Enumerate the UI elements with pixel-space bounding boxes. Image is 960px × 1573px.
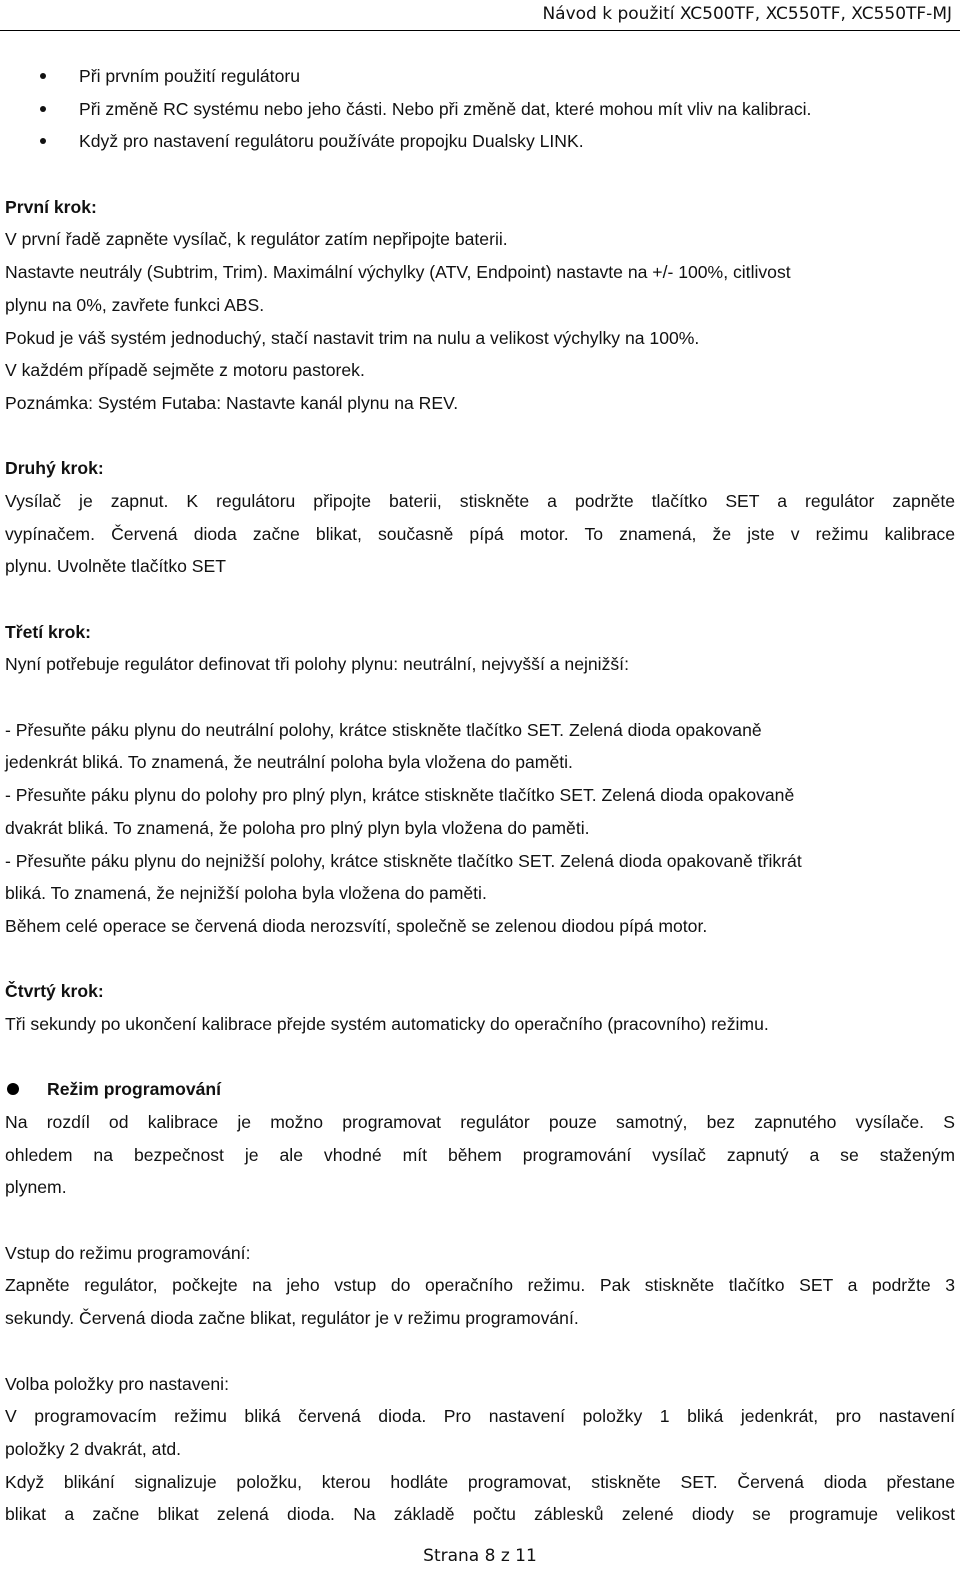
- bullet-list: [5, 60, 955, 158]
- paragraph-line: blikat a začne blikat zelená dioda. Na základě počtu záblesků zelené diody se programuje velikost: [5, 1504, 955, 1525]
- paragraph-line: Pokud je váš systém jednoduchý, stačí nastavit trim na nulu a velikost výchylky na 100%.: [5, 327, 700, 348]
- page-number: Strana 8 z 11: [423, 1546, 537, 1566]
- list-item: [5, 125, 955, 158]
- paragraph-line: Tři sekundy po ukončení kalibrace přejde systém automaticky do operačního (pracovního) režimu.: [5, 1013, 769, 1034]
- paragraph-line: bliká. To znamená, že nejnižší poloha byla vložena do paměti.: [5, 883, 487, 904]
- list-item: [5, 93, 955, 126]
- selection-heading: Volba položky pro nastaveni:: [5, 1373, 229, 1394]
- entry-heading: Vstup do režimu programování:: [5, 1242, 251, 1263]
- paragraph-line: položky 2 dvakrát, atd.: [5, 1438, 182, 1459]
- bullet-icon: [7, 1083, 19, 1095]
- paragraph-line: Když blikání signalizuje položku, kterou hodláte programovat, stiskněte SET. Červená dioda přestane: [5, 1471, 955, 1492]
- paragraph-line: V programovacím režimu bliká červená dioda. Pro nastavení položky 1 bliká jedenkrát, pro nastavení: [5, 1406, 955, 1427]
- paragraph-line: sekundy. Červená dioda začne blikat, regulátor je v režimu programování.: [5, 1308, 579, 1329]
- list-item: [5, 60, 955, 93]
- paragraph-line: Poznámka: Systém Futaba: Nastavte kanál plynu na REV.: [5, 392, 459, 413]
- bullet-icon: [40, 106, 46, 112]
- paragraph-line: - Přesuňte páku plynu do nejnižší polohy, krátce stiskněte tlačítko SET. Zelená dioda opakovaně třikrát: [5, 850, 802, 871]
- paragraph-line: plynu. Uvolněte tlačítko SET: [5, 556, 227, 577]
- step2-heading: Druhý krok:: [5, 458, 104, 479]
- programming-heading: [5, 1073, 955, 1106]
- paragraph-line: vypínačem. Červená dioda začne blikat, současně pípá motor. To znamená, že jste v režimu kalibrace: [5, 523, 955, 544]
- paragraph-line: plynem.: [5, 1177, 67, 1198]
- step4-heading: Čtvrtý krok:: [5, 981, 104, 1002]
- document-title: Návod k použití XC500TF, XC550TF, XC550TF-MJ: [542, 4, 952, 24]
- paragraph-line: Vysílač je zapnut. K regulátoru připojte baterii, stiskněte a podržte tlačítko SET a regulátor zapněte: [5, 490, 955, 511]
- paragraph-line: Na rozdíl od kalibrace je možno programovat regulátor pouze samotný, bez zapnutého vysílače. S: [5, 1112, 955, 1132]
- bullet-icon: [40, 138, 46, 144]
- paragraph-line: Během celé operace se červená dioda nerozsvítí, společně se zelenou diodou pípá motor.: [5, 915, 708, 936]
- step1-heading: První krok:: [5, 196, 97, 217]
- document-body: [5, 60, 955, 1531]
- page-header: [0, 0, 960, 31]
- list-item-text: Když pro nastavení regulátoru používáte propojku Dualsky LINK.: [79, 131, 584, 152]
- paragraph-line: Zapněte regulátor, počkejte na jeho vstup do operačního režimu. Pak stiskněte tlačítko SET a podržte 3: [5, 1275, 955, 1296]
- paragraph-line: V každém případě sejměte z motoru pastorek.: [5, 360, 365, 381]
- step3-heading: Třetí krok:: [5, 621, 92, 642]
- paragraph-line: Nastavte neutrály (Subtrim, Trim). Maximální výchylky (ATV, Endpoint) nastavte na +/- 100%, citlivost: [5, 262, 791, 283]
- paragraph-line: plynu na 0%, zavřete funkci ABS.: [5, 294, 265, 315]
- paragraph-line: V první řadě zapněte vysílač, k regulátor zatím nepřipojte baterii.: [5, 229, 508, 250]
- bullet-icon: [40, 73, 46, 79]
- paragraph-line: - Přesuňte páku plynu do polohy pro plný plyn, krátce stiskněte tlačítko SET. Zelená dioda opakovaně: [5, 785, 795, 806]
- list-item-text: Při změně RC systému nebo jeho části. Nebo při změně dat, které mohou mít vliv na kalibraci.: [79, 98, 812, 119]
- paragraph-line: Nyní potřebuje regulátor definovat tři polohy plynu: neutrální, nejvyšší a nejnižší:: [5, 654, 629, 675]
- section-title: Režim programování: [47, 1079, 222, 1100]
- paragraph-line: - Přesuňte páku plynu do neutrální polohy, krátce stiskněte tlačítko SET. Zelená dioda opakovaně: [5, 719, 762, 740]
- list-item-text: Při prvním použití regulátoru: [79, 66, 300, 86]
- paragraph-line: jedenkrát bliká. To znamená, že neutrální poloha byla vložena do paměti.: [5, 752, 573, 773]
- paragraph-line: ohledem na bezpečnost je ale vhodné mít během programování vysílač zapnutý a se staženým: [5, 1144, 955, 1165]
- paragraph-line: dvakrát bliká. To znamená, že poloha pro plný plyn byla vložena do paměti.: [5, 817, 590, 838]
